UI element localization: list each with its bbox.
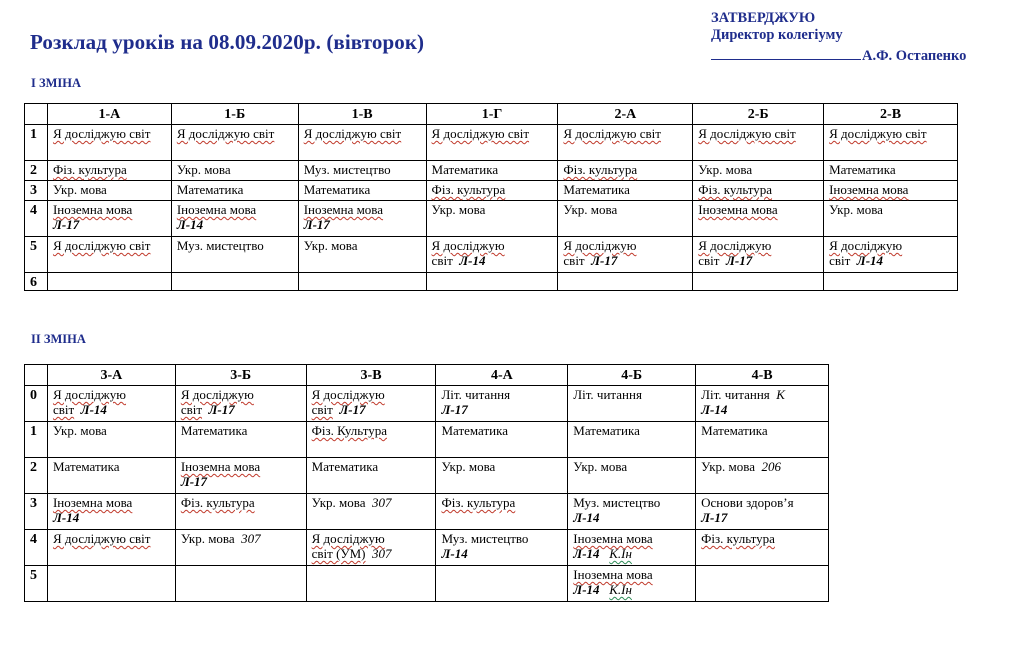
subject-text: Математика [431,162,499,177]
subject-text: Я досліджую світ [303,126,402,141]
lesson-number: 5 [25,566,48,602]
room-label: Л-14 [573,546,600,561]
subject-text: Укр. мова [701,459,755,474]
subject-text: Я досліджую світ [52,531,151,546]
subject-text: Іноземна мова [573,531,653,546]
lesson-cell [47,273,171,291]
subject-text: Фіз. культура [701,531,775,546]
subject-text: Математика [176,182,244,197]
approve-position: Директор колегіуму [711,27,843,43]
lesson-cell [696,422,829,458]
subject-text: Літ. читання [573,387,642,402]
lesson-cell [306,566,436,602]
lesson-number: 2 [25,161,48,181]
column-header: 2-А [558,104,693,125]
lesson-cell [693,273,824,291]
lesson-cell [568,566,696,602]
room-note: К [776,387,785,402]
table-row [25,181,958,201]
lesson-cell [47,530,175,566]
room-note: 307 [372,546,392,561]
lesson-cell [696,458,829,494]
table-row [25,530,829,566]
lesson-cell [175,530,306,566]
table-row [25,201,958,237]
lesson-cell [298,273,426,291]
lesson-number: 4 [25,201,48,237]
approval-block [711,10,966,65]
subject-text-cont: світ [180,402,203,417]
column-header: 1-А [47,104,171,125]
lesson-cell [558,161,693,181]
subject-text: Я досліджую [431,238,505,253]
subject-text: Я досліджую світ [563,126,661,141]
room-label: Л-14 [573,510,600,525]
lesson-cell [426,201,558,237]
lesson-number: 6 [25,273,48,291]
lesson-cell [568,494,696,530]
table-row [25,494,829,530]
lesson-cell [47,201,171,237]
lesson-cell [426,181,558,201]
subject-text: Фіз. Культура [311,423,387,438]
lesson-cell [568,386,696,422]
lesson-cell [298,125,426,161]
approve-heading: ЗАТВЕРДЖУЮ [711,10,816,26]
room-label: Л-14 [701,402,728,417]
lesson-cell [47,494,175,530]
room-label: Л-17 [180,474,208,489]
signature-line [711,47,861,60]
subject-text: Літ. читання [701,387,770,402]
shift1-label: І ЗМІНА [31,76,81,90]
table-header-row [25,365,829,386]
subject-text-cont: світ [698,253,720,268]
column-header: 4-А [436,365,568,386]
lesson-cell [175,386,306,422]
lesson-cell [824,201,958,237]
column-header: 3-В [306,365,436,386]
lesson-number: 0 [25,386,48,422]
subject-text: Математика [829,162,896,177]
lesson-cell [558,181,693,201]
lesson-cell [436,530,568,566]
table-row [25,458,829,494]
lesson-cell [47,458,175,494]
shift2-schedule-table [24,364,829,602]
subject-text: Іноземна мова [52,202,133,217]
lesson-cell [171,161,298,181]
room-label: Л-14 [573,582,600,597]
subject-text: Укр. мова [303,238,358,253]
lesson-number: 1 [25,422,48,458]
lesson-cell [171,201,298,237]
lesson-cell [306,458,436,494]
subject-text: Укр. мова [311,495,366,510]
column-header: 2-Б [693,104,824,125]
room-label: Л-17 [208,402,235,417]
lesson-cell [175,494,306,530]
column-header: 1-Б [171,104,298,125]
table-row [25,422,829,458]
lesson-cell [824,181,958,201]
page-title: Розклад уроків на 08.09.2020р. (вівторок) [30,30,425,54]
lesson-cell [693,201,824,237]
table-header-row [25,104,958,125]
lesson-cell [824,273,958,291]
shift2-label: ІІ ЗМІНА [31,332,86,346]
subject-text: Муз. мистецтво [176,238,264,253]
lesson-cell [436,494,568,530]
subject-text: Іноземна мова [303,202,384,217]
lesson-cell [175,458,306,494]
teacher-note: К.Ін [609,546,632,561]
subject-text: Фіз. культура [431,182,506,197]
table-row [25,125,958,161]
subject-text: Укр. мова [431,202,486,217]
lesson-cell [824,161,958,181]
room-label: Л-14 [441,546,468,561]
column-header: 1-В [298,104,426,125]
subject-text: Укр. мова [180,531,235,546]
lesson-cell [47,566,175,602]
column-header: 4-В [696,365,829,386]
column-header: 3-А [47,365,175,386]
subject-text-cont: світ [563,253,585,268]
lesson-cell [298,181,426,201]
lesson-cell [824,125,958,161]
subject-text: Математика [303,182,371,197]
lesson-cell [696,386,829,422]
subject-text: Укр. мова [441,459,496,474]
subject-text: Я досліджую [52,387,127,402]
lesson-cell [426,125,558,161]
lesson-cell [436,386,568,422]
lesson-cell [171,273,298,291]
lesson-cell [696,494,829,530]
teacher-note: К.Ін [609,582,632,597]
lesson-cell [306,386,436,422]
subject-text: Муз. мистецтво [573,495,661,510]
subject-text: Укр. мова [52,423,107,438]
lesson-cell [175,422,306,458]
subject-text: Укр. мова [563,202,618,217]
subject-text: Укр. мова [698,162,753,177]
lesson-number: 5 [25,237,48,273]
lesson-cell [426,161,558,181]
room-label: Л-17 [725,253,753,268]
subject-text: Математика [311,459,379,474]
room-label: Л-14 [176,217,204,232]
column-header: 3-Б [175,365,306,386]
lesson-number: 2 [25,458,48,494]
subject-text: Я досліджую світ [52,238,151,253]
lesson-cell [558,237,693,273]
lesson-cell [696,566,829,602]
lesson-cell [693,125,824,161]
lesson-cell [558,273,693,291]
lesson-cell [693,161,824,181]
shift1-schedule-table [24,103,958,291]
subject-text: Математика [52,459,120,474]
lesson-cell [47,422,175,458]
lesson-cell [693,181,824,201]
lesson-cell [47,386,175,422]
lesson-cell [47,237,171,273]
subject-text: Математика [180,423,248,438]
subject-text: Муз. мистецтво [441,531,529,546]
lesson-cell [47,161,171,181]
room-label: Л-17 [701,510,728,525]
lesson-number: 1 [25,125,48,161]
lesson-cell [175,566,306,602]
room-note: 307 [241,531,261,546]
subject-text: Муз. мистецтво [303,162,391,177]
lesson-cell [306,494,436,530]
room-label: Л-14 [80,402,107,417]
column-header: 4-Б [568,365,696,386]
room-label: Л-14 [52,510,80,525]
subject-text: Іноземна мова [176,202,257,217]
lesson-cell [171,125,298,161]
column-header-blank [25,365,48,386]
lesson-cell [436,458,568,494]
subject-text: Математика [441,423,509,438]
director-name: А.Ф. Остапенко [862,48,967,64]
subject-text: Я досліджую світ [431,126,530,141]
subject-text: Укр. мова [573,459,628,474]
subject-text: Фіз. культура [441,495,516,510]
subject-text: Я досліджую [311,387,385,402]
column-header-blank [25,104,48,125]
room-note: 206 [761,459,781,474]
lesson-cell [558,201,693,237]
subject-text: Фіз. культура [180,495,255,510]
subject-text: Я досліджую світ [829,126,927,141]
lesson-cell [171,181,298,201]
subject-text: Я досліджую світ [176,126,275,141]
table-row [25,273,958,291]
subject-text: Основи здоров’я [701,495,794,510]
lesson-cell [306,422,436,458]
subject-text: Я досліджую світ [698,126,796,141]
lesson-cell [306,530,436,566]
subject-text-cont: світ [311,402,333,417]
lesson-cell [426,273,558,291]
lesson-cell [171,237,298,273]
subject-text-cont: світ [829,253,851,268]
subject-text: Я досліджую [698,238,772,253]
lesson-number: 3 [25,181,48,201]
lesson-cell [298,201,426,237]
subject-text: Іноземна мова [829,182,909,197]
subject-text: Укр. мова [52,182,107,197]
subject-text: Фіз. культура [563,162,638,177]
subject-text: Фіз. культура [52,162,127,177]
lesson-cell [824,237,958,273]
lesson-cell [436,566,568,602]
lesson-cell [47,181,171,201]
subject-text: Математика [563,182,630,197]
lesson-cell [426,237,558,273]
table-row [25,566,829,602]
subject-text: Я досліджую [829,238,903,253]
subject-text-cont: світ (УМ) [311,546,366,561]
subject-text: Іноземна мова [180,459,261,474]
subject-text: Я досліджую [311,531,385,546]
lesson-cell [436,422,568,458]
lesson-cell [693,237,824,273]
subject-text: Я досліджую [563,238,637,253]
lesson-cell [568,458,696,494]
room-label: Л-17 [591,253,618,268]
signature-row [711,47,966,65]
lesson-cell [298,161,426,181]
table-row [25,386,829,422]
lesson-cell [298,237,426,273]
lesson-cell [558,125,693,161]
subject-text: Іноземна мова [573,567,653,582]
room-label: Л-17 [52,217,80,232]
subject-text: Математика [573,423,640,438]
subject-text: Я досліджую світ [52,126,151,141]
room-label: Л-14 [856,253,884,268]
table-row [25,161,958,181]
lesson-number: 4 [25,530,48,566]
lesson-cell [568,422,696,458]
room-label: Л-17 [339,402,366,417]
column-header: 2-В [824,104,958,125]
subject-text-cont: світ [52,402,75,417]
subject-text: Укр. мова [176,162,231,177]
subject-text: Математика [701,423,768,438]
room-note: 307 [371,495,392,510]
subject-text-cont: світ [431,253,453,268]
subject-text: Іноземна мова [52,495,133,510]
lesson-cell [696,530,829,566]
subject-text: Укр. мова [829,202,883,217]
room-label: Л-17 [441,402,468,417]
table-row [25,237,958,273]
lesson-cell [47,125,171,161]
room-label: Л-17 [303,217,330,232]
lesson-number: 3 [25,494,48,530]
lesson-cell [568,530,696,566]
room-label: Л-14 [459,253,486,268]
subject-text: Фіз. культура [698,182,773,197]
subject-text: Я досліджую [180,387,254,402]
subject-text: Іноземна мова [698,202,778,217]
column-header: 1-Г [426,104,558,125]
subject-text: Літ. читання [441,387,511,402]
